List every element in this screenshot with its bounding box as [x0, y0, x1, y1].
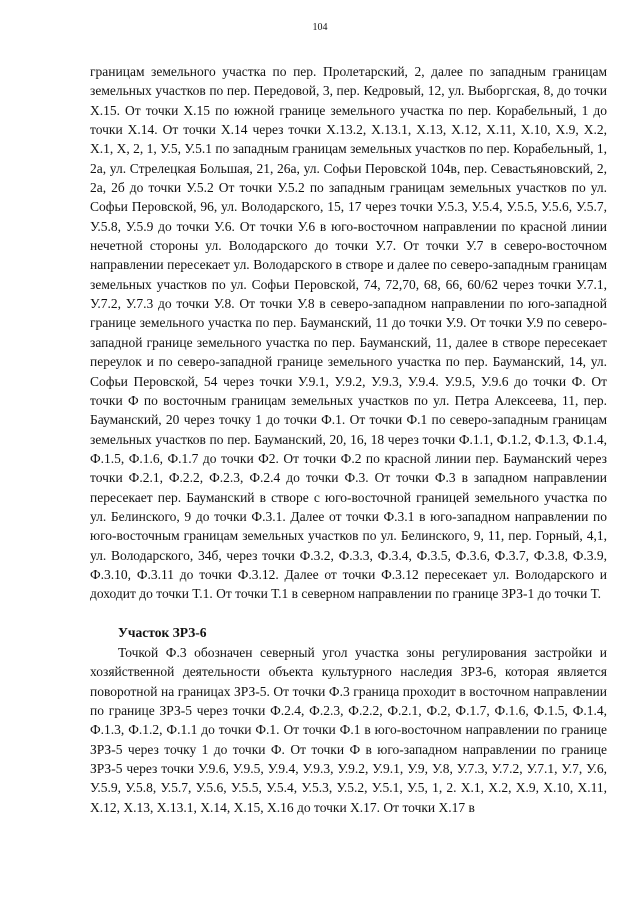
page-number: 104: [312, 22, 328, 33]
document-body: [90, 62, 607, 817]
section-heading: Участок ЗРЗ-6: [118, 624, 207, 640]
boundary-description-paragraph: границам земельного участка по пер. Пролетарский, 2, далее по западным границам земельных участков по пер. Передовой, 3, пер. Кедровый, 12, ул. Выборгская, 8, до точки Х.15. От точки Х.15 по южной границе земельного участка по пер. Корабельный, 1 до точки Х.14. От точки Х.14 через точки Х.13.2, Х.13.1, Х.13, Х.12, Х.11, Х.10, Х.9, Х.2, Х.1, Х, 2, 1, У.5, У.5.1 по западным границам земельных участков по пер. Корабельный, 1, 2а, ул. Стрелецкая Большая, 21, 26а, ул. Софьи Перовской 104в, пер. Севастьяновский, 2, 2а, 2б до точки У.5.2 От точки У.5.2 по западным границам земельных участков по ул. Софьи Перовской, 96, ул. Володарского, 15, 17 через точки У.5.3, У.5.4, У.5.5, У.5.6, У.5.7, У.5.8, У.5.9 до точки У.6. От точки У.6 в юго-восточном направлении по красной линии нечетной стороны ул. Володарского до точки У.7. От точки У.7 в северо-восточном направлении пересекает ул. Володарского в створе и далее по северо-западным границам земельных участков по ул. Софьи Перовской, 74, 72,70, 68, 66, 60/62 через точки У.7.1, У.7.2, У.7.3 до точки У.8. От точки У.8 в северо-западном направлении по юго-западной границе земельного участка по пер. Бауманский, 11 до точки У.9. От точки У.9 по северо-западной границе земельного участка по пер. Бауманский, 11, далее в створе пересекает переулок и по северо-западной границе земельного участка по пер. Бауманский, 14, ул. Софьи Перовской, 54 через точки У.9.1, У.9.2, У.9.3, У.9.4. У.9.5, У.9.6 до точки Ф. От точки Ф по восточным границам земельных участков по ул. Петра Алексеева, 11, пер. Бауманский, 20 через точку 1 до точки Ф.1. От точки Ф.1 по северо-западным границам земельных участков по пер. Бауманский, 20, 16, 18 через точки Ф.1.1, Ф.1.2, Ф.1.3, Ф.1.4, Ф.1.5, Ф.1.6, Ф.1.7 до точки Ф2. От точки Ф.2 по красной линии пер. Бауманский через точки Ф.2.1, Ф.2.2, Ф.2.3, Ф.2.4 до точки Ф.3. От точки Ф.3 в западном направлении пересекает пер. Бауманский в створе с юго-восточной границей земельного участка по ул. Белинского, 9 до точки Ф.3.1. Далее от точки Ф.3.1 в юго-западном направлении по юго-восточным границам земельных участков по ул. Белинского, 9, 11, пер. Горный, 4,1, ул. Володарского, 34б, через точки Ф.3.2, Ф.3.3, Ф.3.4, Ф.3.5, Ф.3.6, Ф.3.7, Ф.3.8, Ф.3.9, Ф.3.10, Ф.3.11 до точки Ф.3.12. Далее от точки Ф.3.12 пересекает ул. Володарского и доходит до точки Т.1. От точки Т.1 в северном направлении по границе ЗРЗ-1 до точки Т.: [90, 64, 607, 602]
zrz6-description-paragraph: Точкой Ф.3 обозначен северный угол участка зоны регулирования застройки и хозяйственной деятельности объекта культурного наследия ЗРЗ-6, которая является поворотной на границах ЗРЗ-5. От точки Ф.3 граница проходит в восточном направлении по границе ЗРЗ-5 через точки Ф.2.4, Ф.2.3, Ф.2.2, Ф.2.1, Ф.2, Ф.1.7, Ф.1.6, Ф.1.5, Ф.1.4, Ф.1.3, Ф.1.2, Ф.1.1 до точки Ф.1. От точки Ф.1 в юго-восточном направлении по границе ЗРЗ-5 через точку 1 до точки Ф. От точки Ф в юго-западном направлении по границе ЗРЗ-5 через точки У.9.6, У.9.5, У.9.4, У.9.3, У.9.2, У.9.1, У.9, У.8, У.7.3, У.7.2, У.7.1, У.7, У.6, У.5.9, У.5.8, У.5.7, У.5.6, У.5.5, У.5.4, У.5.3, У.5.2, У.5.1, У.5, 1, 2. Х.1, Х.2, Х.9, Х.10, Х.11, Х.12, Х.13, Х.13.1, Х.14, Х.15, Х.16 до точки Х.17. От точки Х.17 в: [90, 644, 607, 815]
